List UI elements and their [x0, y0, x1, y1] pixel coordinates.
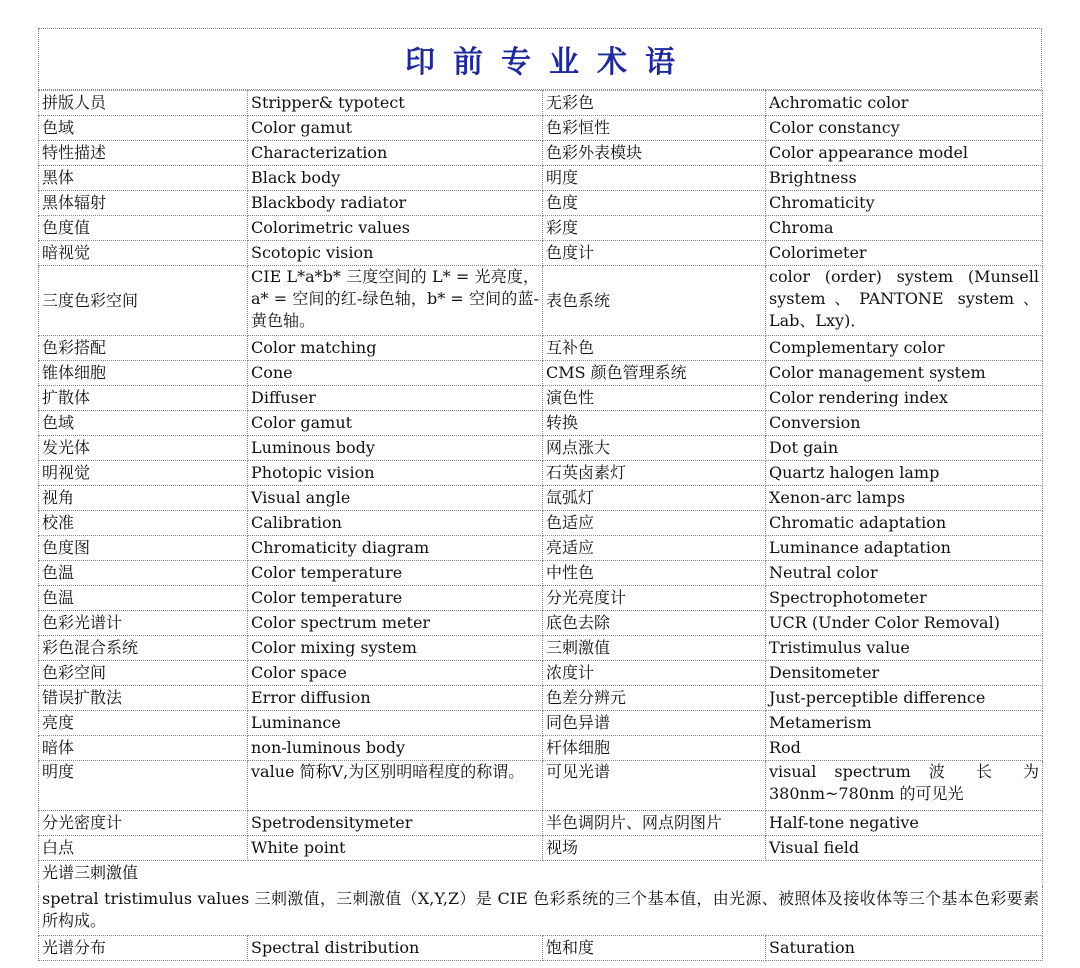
term-en-cell: Chromaticity diagram: [248, 536, 543, 561]
term-cn-cell: 光谱分布: [39, 936, 248, 961]
term-cn-cell: 分光亮度计: [543, 586, 766, 611]
table-row: [39, 216, 1043, 241]
term-cn-cell: 拼版人员: [39, 91, 248, 116]
term-en-cell: Conversion: [766, 411, 1043, 436]
term-cn-cell: 扩散体: [39, 386, 248, 411]
term-cn-cell: 暗体: [39, 736, 248, 761]
term-en-cell: Complementary color: [766, 336, 1043, 361]
term-en-cell: Color temperature: [248, 586, 543, 611]
table-row: [39, 361, 1043, 386]
table-row: [39, 836, 1043, 861]
term-cn-cell: 色彩光谱计: [39, 611, 248, 636]
term-en-cell: Cone: [248, 361, 543, 386]
table-row: [39, 736, 1043, 761]
term-en-cell: Visual field: [766, 836, 1043, 861]
term-en-cell: Color matching: [248, 336, 543, 361]
note-heading-row: [39, 861, 1043, 886]
table-row: [39, 686, 1043, 711]
term-cn-cell: 白点: [39, 836, 248, 861]
term-en-cell: Xenon-arc lamps: [766, 486, 1043, 511]
term-cn-cell: 色温: [39, 561, 248, 586]
term-cn-cell: 彩色混合系统: [39, 636, 248, 661]
table-row: [39, 411, 1043, 436]
term-cn-cell: 色彩外表模块: [543, 141, 766, 166]
term-cn-cell: 明度: [39, 761, 248, 811]
term-cn-cell: 色彩恒性: [543, 116, 766, 141]
term-en-cell: Visual angle: [248, 486, 543, 511]
table-row: [39, 436, 1043, 461]
table-row: [39, 636, 1043, 661]
table-row: [39, 936, 1043, 961]
table-row: [39, 511, 1043, 536]
term-en-cell: color (order) system (Munsell system、PANTONE system、Lab、Lxy)．: [766, 266, 1043, 336]
term-cn-cell: 互补色: [543, 336, 766, 361]
term-cn-cell: 视角: [39, 486, 248, 511]
term-cn-cell: 发光体: [39, 436, 248, 461]
term-en-cell: Blackbody radiator: [248, 191, 543, 216]
term-en-cell: Chromaticity: [766, 191, 1043, 216]
term-en-cell: Half-tone negative: [766, 811, 1043, 836]
term-cn-cell: 错误扩散法: [39, 686, 248, 711]
table-row: [39, 191, 1043, 216]
term-cn-cell: 色温: [39, 586, 248, 611]
term-cn-cell: 中性色: [543, 561, 766, 586]
term-cn-cell: 亮度: [39, 711, 248, 736]
term-en-cell: Color management system: [766, 361, 1043, 386]
table-row: [39, 711, 1043, 736]
table-row: [39, 611, 1043, 636]
term-en-cell: Calibration: [248, 511, 543, 536]
term-cn-cell: 亮适应: [543, 536, 766, 561]
term-cn-cell: 可见光谱: [543, 761, 766, 811]
term-cn-cell: 锥体细胞: [39, 361, 248, 386]
term-cn-cell: 色彩搭配: [39, 336, 248, 361]
term-cn-cell: 特性描述: [39, 141, 248, 166]
term-cn-cell: 色度计: [543, 241, 766, 266]
table-row: [39, 661, 1043, 686]
term-cn-cell: 色度图: [39, 536, 248, 561]
term-en-cell: Diffuser: [248, 386, 543, 411]
term-en-cell: Color temperature: [248, 561, 543, 586]
term-cn-cell: 网点涨大: [543, 436, 766, 461]
term-cn-cell: 半色调阴片、网点阴图片: [543, 811, 766, 836]
term-cn-cell: 视场: [543, 836, 766, 861]
table-row: [39, 166, 1043, 191]
term-en-cell: Black body: [248, 166, 543, 191]
table-row: [39, 561, 1043, 586]
table-row: [39, 141, 1043, 166]
term-cn-cell: 浓度计: [543, 661, 766, 686]
term-cn-cell: 三度色彩空间: [39, 266, 248, 336]
term-en-cell: Spetrodensitymeter: [248, 811, 543, 836]
term-en-cell: Color spectrum meter: [248, 611, 543, 636]
term-en-cell: Color space: [248, 661, 543, 686]
term-cn-cell: CMS 颜色管理系统: [543, 361, 766, 386]
term-cn-cell: 无彩色: [543, 91, 766, 116]
term-en-cell: Luminance: [248, 711, 543, 736]
term-en-cell: CIE L*a*b* 三度空间的 L* = 光亮度，a* = 空间的红-绿色轴，b* = 空间的蓝-黄色轴。: [248, 266, 543, 336]
table-row: [39, 536, 1043, 561]
term-en-cell: Color mixing system: [248, 636, 543, 661]
term-en-cell: Color constancy: [766, 116, 1043, 141]
table-row: [39, 761, 1043, 811]
term-en-cell: value 简称Ⅴ,为区别明暗程度的称谓。: [248, 761, 543, 811]
term-cn-cell: 表色系统: [543, 266, 766, 336]
term-cn-cell: 色度值: [39, 216, 248, 241]
table-row: [39, 91, 1043, 116]
term-cn-cell: 色适应: [543, 511, 766, 536]
term-cn-cell: 底色去除: [543, 611, 766, 636]
term-en-cell: Rod: [766, 736, 1043, 761]
term-en-cell: Scotopic vision: [248, 241, 543, 266]
note-text: spetral tristimulus values 三刺激值，三刺激值（X,Y,Z）是 CIE 色彩系统的三个基本值，由光源、被照体及接收体等三个基本色彩要素所构成。: [39, 886, 1043, 936]
term-en-cell: Colorimeter: [766, 241, 1043, 266]
term-en-cell: Stripper& typotect: [248, 91, 543, 116]
table-row: [39, 811, 1043, 836]
term-cn-cell: 黑体辐射: [39, 191, 248, 216]
terms-table: [38, 90, 1043, 961]
term-en-cell: Luminance adaptation: [766, 536, 1043, 561]
term-en-cell: Chromatic adaptation: [766, 511, 1043, 536]
term-en-cell: Luminous body: [248, 436, 543, 461]
term-cn-cell: 三刺激值: [543, 636, 766, 661]
term-cn-cell: 色差分辨元: [543, 686, 766, 711]
term-en-cell: Error diffusion: [248, 686, 543, 711]
terminology-sheet: [38, 28, 1042, 961]
term-cn-cell: 彩度: [543, 216, 766, 241]
term-en-cell: Metamerism: [766, 711, 1043, 736]
term-en-cell: Chroma: [766, 216, 1043, 241]
term-cn-cell: 分光密度计: [39, 811, 248, 836]
table-row: [39, 586, 1043, 611]
term-en-cell: Densitometer: [766, 661, 1043, 686]
title-box: [38, 28, 1042, 90]
term-en-cell: Saturation: [766, 936, 1043, 961]
table-row: [39, 386, 1043, 411]
term-en-cell: visual spectrum 波 长 为 380nm~780nm 的可见光: [766, 761, 1043, 811]
page-title: 印前专业术语: [405, 45, 693, 80]
term-cn-cell: 石英卤素灯: [543, 461, 766, 486]
term-cn-cell: 校准: [39, 511, 248, 536]
term-en-cell: Dot gain: [766, 436, 1043, 461]
term-en-cell: Brightness: [766, 166, 1043, 191]
term-en-cell: Colorimetric values: [248, 216, 543, 241]
term-cn-cell: 杆体细胞: [543, 736, 766, 761]
term-cn-cell: 饱和度: [543, 936, 766, 961]
table-row: [39, 461, 1043, 486]
term-en-cell: Photopic vision: [248, 461, 543, 486]
term-en-cell: White point: [248, 836, 543, 861]
table-row: [39, 486, 1043, 511]
term-en-cell: Color appearance model: [766, 141, 1043, 166]
note-text-row: [39, 886, 1043, 936]
term-cn-cell: 色域: [39, 116, 248, 141]
table-row: [39, 336, 1043, 361]
term-en-cell: Color gamut: [248, 116, 543, 141]
term-cn-cell: 色度: [543, 191, 766, 216]
term-cn-cell: 氙弧灯: [543, 486, 766, 511]
term-en-cell: Just-perceptible difference: [766, 686, 1043, 711]
term-cn-cell: 黑体: [39, 166, 248, 191]
term-cn-cell: 明度: [543, 166, 766, 191]
term-en-cell: non-luminous body: [248, 736, 543, 761]
term-en-cell: Characterization: [248, 141, 543, 166]
table-row: [39, 241, 1043, 266]
term-en-cell: Spectral distribution: [248, 936, 543, 961]
term-cn-cell: 转换: [543, 411, 766, 436]
term-en-cell: Quartz halogen lamp: [766, 461, 1043, 486]
term-en-cell: UCR (Under Color Removal): [766, 611, 1043, 636]
term-en-cell: Color gamut: [248, 411, 543, 436]
term-cn-cell: 色域: [39, 411, 248, 436]
table-row: [39, 116, 1043, 141]
term-en-cell: Spectrophotometer: [766, 586, 1043, 611]
term-cn-cell: 同色异谱: [543, 711, 766, 736]
term-en-cell: Achromatic color: [766, 91, 1043, 116]
term-en-cell: Tristimulus value: [766, 636, 1043, 661]
term-cn-cell: 明视觉: [39, 461, 248, 486]
term-en-cell: Color rendering index: [766, 386, 1043, 411]
term-cn-cell: 暗视觉: [39, 241, 248, 266]
table-row: [39, 266, 1043, 336]
term-cn-cell: 色彩空间: [39, 661, 248, 686]
note-heading: 光谱三刺激值: [39, 861, 1043, 886]
term-en-cell: Neutral color: [766, 561, 1043, 586]
term-cn-cell: 演色性: [543, 386, 766, 411]
